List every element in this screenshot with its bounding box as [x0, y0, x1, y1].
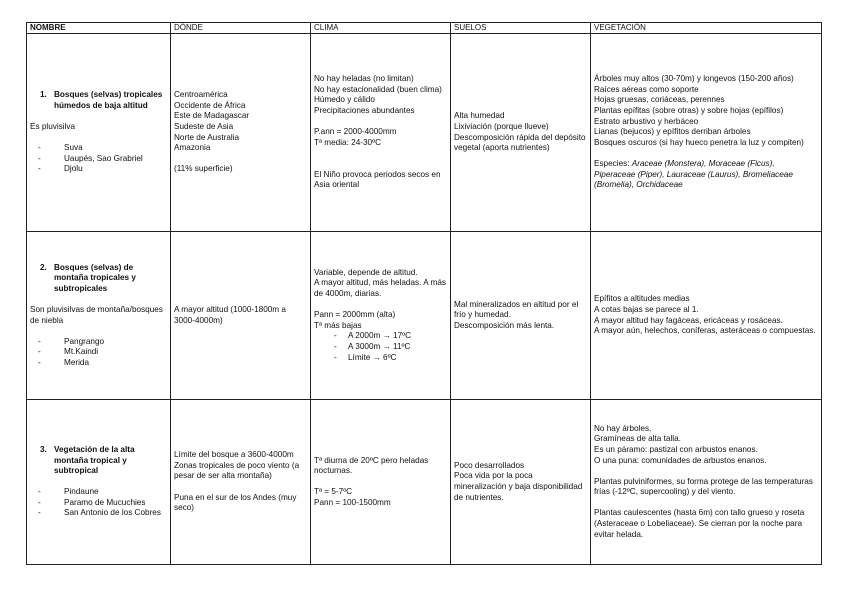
nombre-cell — [27, 34, 171, 232]
nombre-cell — [27, 232, 171, 400]
header-clima: CLIMA — [311, 23, 451, 34]
clima-cell: No hay heladas (no limitan) No hay estacionalidad (buen clima) Húmedo y cálido Precipitaciones abundantes P.ann = 2000-4000mm Tª media: 24-30ºC El Niño provoca periodos secos en Asia oriental — [311, 34, 451, 232]
donde-cell: Centroamérica Occidente de África Este de Madagascar Sudeste de Asia Norte de Australia Amazonia (11% superficie) — [171, 34, 311, 232]
list-item: - Uaupés, Sao Grabriel — [38, 153, 143, 163]
list-item: - Djolu — [38, 164, 83, 174]
row-subtitle: Son pluvisilvas de montaña/bosques de niebla — [30, 304, 163, 325]
suelos-cell: Mal mineralizados en altitud por el frío y humedad. Descomposición más lenta. — [451, 232, 591, 400]
ecosystems-table — [26, 22, 822, 565]
vegetacion-cell: Árboles muy altos (30-70m) y longevos (150-200 años) Raíces aéreas como soporte Hojas gruesas, coriáceas, perennes Plantas epífitas (sobre otras) y sobre hojas (epífilos) Estrato arbustivo y herbáceo Lianas (bejucos) y epífitos derriban árboles Bosques oscuros (si hay hueco penetra la luz y compiten) Especies: Araceae (Monstera), Moraceae (Ficus), Piperaceae (Piper), Lauraceae (Laurus), Bromeliaceae (Bromelia), Orchidaceae — [591, 34, 822, 232]
vegetacion-cell: Epífitos a altitudes medias A cotas bajas se parece al 1. A mayor altitud hay fagáceas, ericáceas y rosáceas. A mayor aún, helechos, coníferas, asteráceas o compuestas. — [591, 232, 822, 400]
vegetacion-cell: No hay árboles. Gramíneas de alta talla. Es un páramo: pastizal con arbustos enanos. O una puna: comunidades de arbustos enanos. Plantas pulviniformes, su forma protege de las temperaturas frías (-12ºC, supercooling) y del viento. Plantas caulescentes (hasta 6m) con tallo grueso y roseta (Asteraceae o Lobeliaceae). Se cierran por la noche para evitar helada. — [591, 400, 822, 565]
clima-cell: Variable, depende de altitud. A mayor altitud, más heladas. A más de 4000m, diarias. Pann = 2000mm (alta) Tª más bajas - A 2000m → 17ºC - A 3000m → 11ºC - Límite → 6ºC — [311, 232, 451, 400]
especies-text: Especies: Araceae (Monstera), Moraceae (Ficus), Piperaceae (Piper), Lauraceae (Laurus), Bromeliaceae (Bromelia), Orchidaceae — [594, 158, 793, 190]
table-row — [27, 34, 822, 232]
list-item: - San Antonio de los Cobres — [38, 508, 161, 518]
list-item: - Suva — [38, 143, 83, 153]
list-item: - Paramo de Mucuchies — [38, 497, 146, 507]
examples-list — [30, 337, 167, 369]
row-title: 2. Bosques (selvas) de montaña tropicales y subtropicales — [40, 262, 136, 293]
row-subtitle: Es pluvisilva — [30, 121, 76, 131]
header-donde: DÓNDE — [171, 23, 311, 34]
list-item: - Límite → 6ºC — [334, 352, 397, 362]
donde-cell: A mayor altitud (1000-1800m a 3000-4000m) — [171, 232, 311, 400]
examples-list — [30, 143, 167, 175]
list-item: - A 2000m → 17ºC — [334, 331, 412, 341]
nombre-cell — [27, 400, 171, 565]
donde-cell: Límite del bosque a 3600-4000m Zonas tropicales de poco viento (a pesar de ser alta montaña) Puna en el sur de los Andes (muy seco) — [171, 400, 311, 565]
table-row — [27, 400, 822, 565]
clima-cell: Tª diurna de 20ºC pero heladas nocturnas. Tª = 5-7ºC Pann = 100-1500mm — [311, 400, 451, 565]
list-item: - Mt.Kaindi — [38, 347, 99, 357]
row-title: 3. Vegetación de la alta montaña tropical y subtropical — [40, 444, 135, 476]
examples-list — [30, 487, 167, 519]
row-title: 1. Bosques (selvas) tropicales húmedos de baja altitud — [40, 90, 163, 110]
header-nombre: NOMBRE — [27, 23, 171, 34]
header-row — [27, 23, 822, 34]
list-item: - Pangrango — [38, 336, 105, 346]
list-item: - Pindaune — [38, 487, 99, 497]
header-suelos: SUELOS — [451, 23, 591, 34]
table-row — [27, 232, 822, 400]
suelos-cell: Alta humedad Lixiviación (porque llueve) Descomposición rápida del depósito vegetal (aporta nutrientes) — [451, 34, 591, 232]
list-item: - Merida — [38, 357, 90, 367]
list-item: - A 3000m → 11ºC — [334, 341, 411, 351]
header-vegetacion: VEGETACIÓN — [591, 23, 822, 34]
suelos-cell: Poco desarrollados Poca vida por la poca mineralización y baja disponibilidad de nutrientes. — [451, 400, 591, 565]
